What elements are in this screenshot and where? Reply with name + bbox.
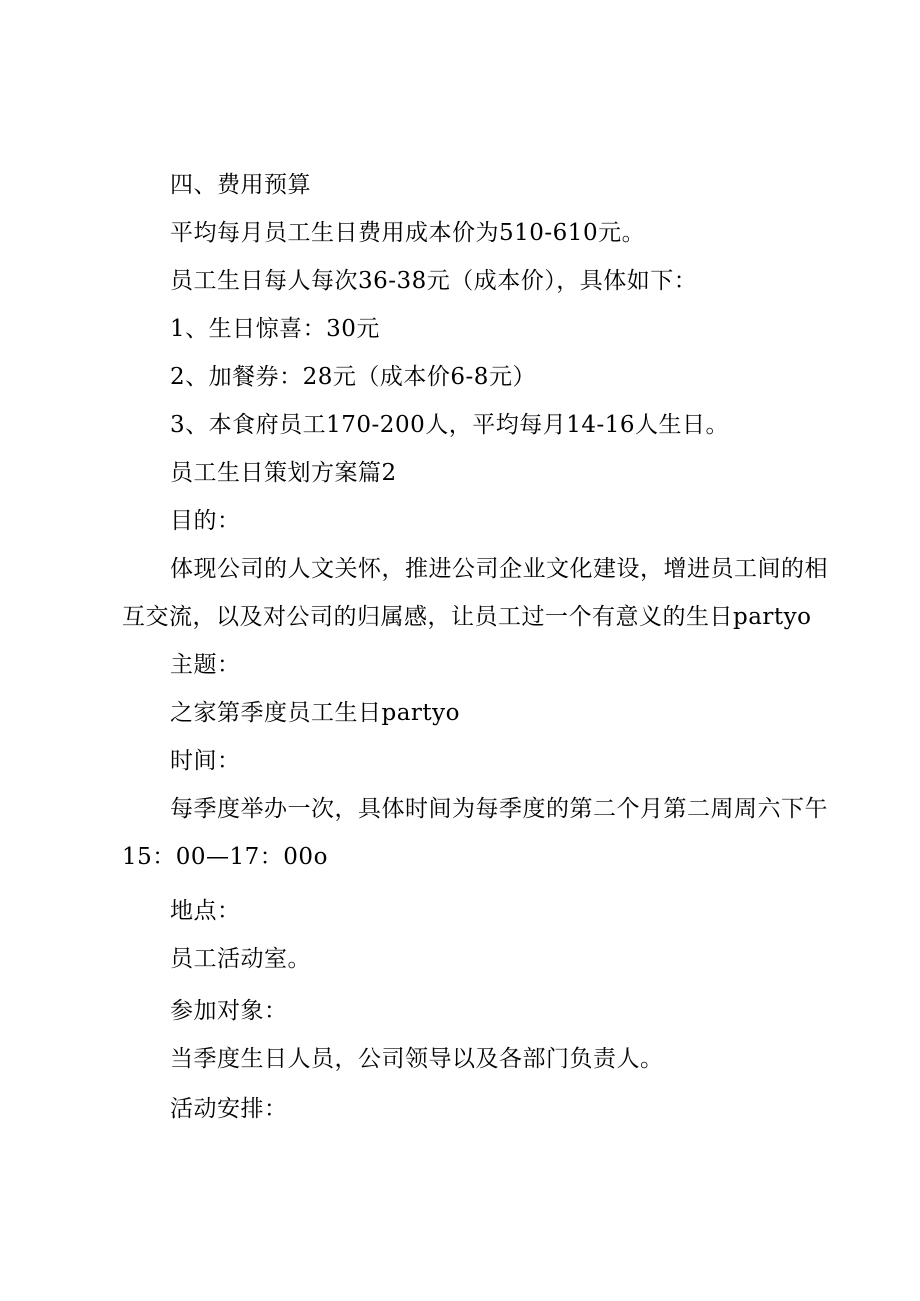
- section-heading-budget: 四、费用预算: [170, 172, 311, 198]
- label-theme: 主题：: [170, 652, 241, 678]
- text-line: 平均每月员工生日费用成本价为510-610元。: [170, 220, 646, 246]
- text-line: 体现公司的人文关怀，推进公司企业文化建设，增进员工间的相: [170, 556, 828, 582]
- list-item: 1、生日惊喜：30元: [170, 316, 380, 342]
- label-schedule: 活动安排：: [170, 1096, 288, 1122]
- text-line: 15：00—17：00o: [122, 844, 328, 870]
- label-time: 时间：: [170, 748, 241, 774]
- text-line: 互交流，以及对公司的归属感，让员工过一个有意义的生日partyo: [122, 604, 812, 630]
- list-item: 2、加餐券：28元（成本价6-8元）: [170, 364, 536, 390]
- label-participants: 参加对象：: [170, 998, 288, 1024]
- text-line: 员工生日每人每次36-38元（成本价），具体如下：: [170, 268, 698, 294]
- text-line: 之家第季度员工生日partyo: [170, 700, 461, 726]
- text-line: 当季度生日人员，公司领导以及各部门负责人。: [170, 1046, 664, 1072]
- list-item: 3、本食府员工170-200人，平均每月14-16人生日。: [170, 412, 730, 438]
- text-line: 员工活动室。: [170, 946, 311, 972]
- text-line: 每季度举办一次，具体时间为每季度的第二个月第二周周六下午: [170, 796, 828, 822]
- label-purpose: 目的：: [170, 508, 241, 534]
- section-heading-plan-2: 员工生日策划方案篇2: [170, 460, 397, 486]
- label-location: 地点：: [170, 898, 241, 924]
